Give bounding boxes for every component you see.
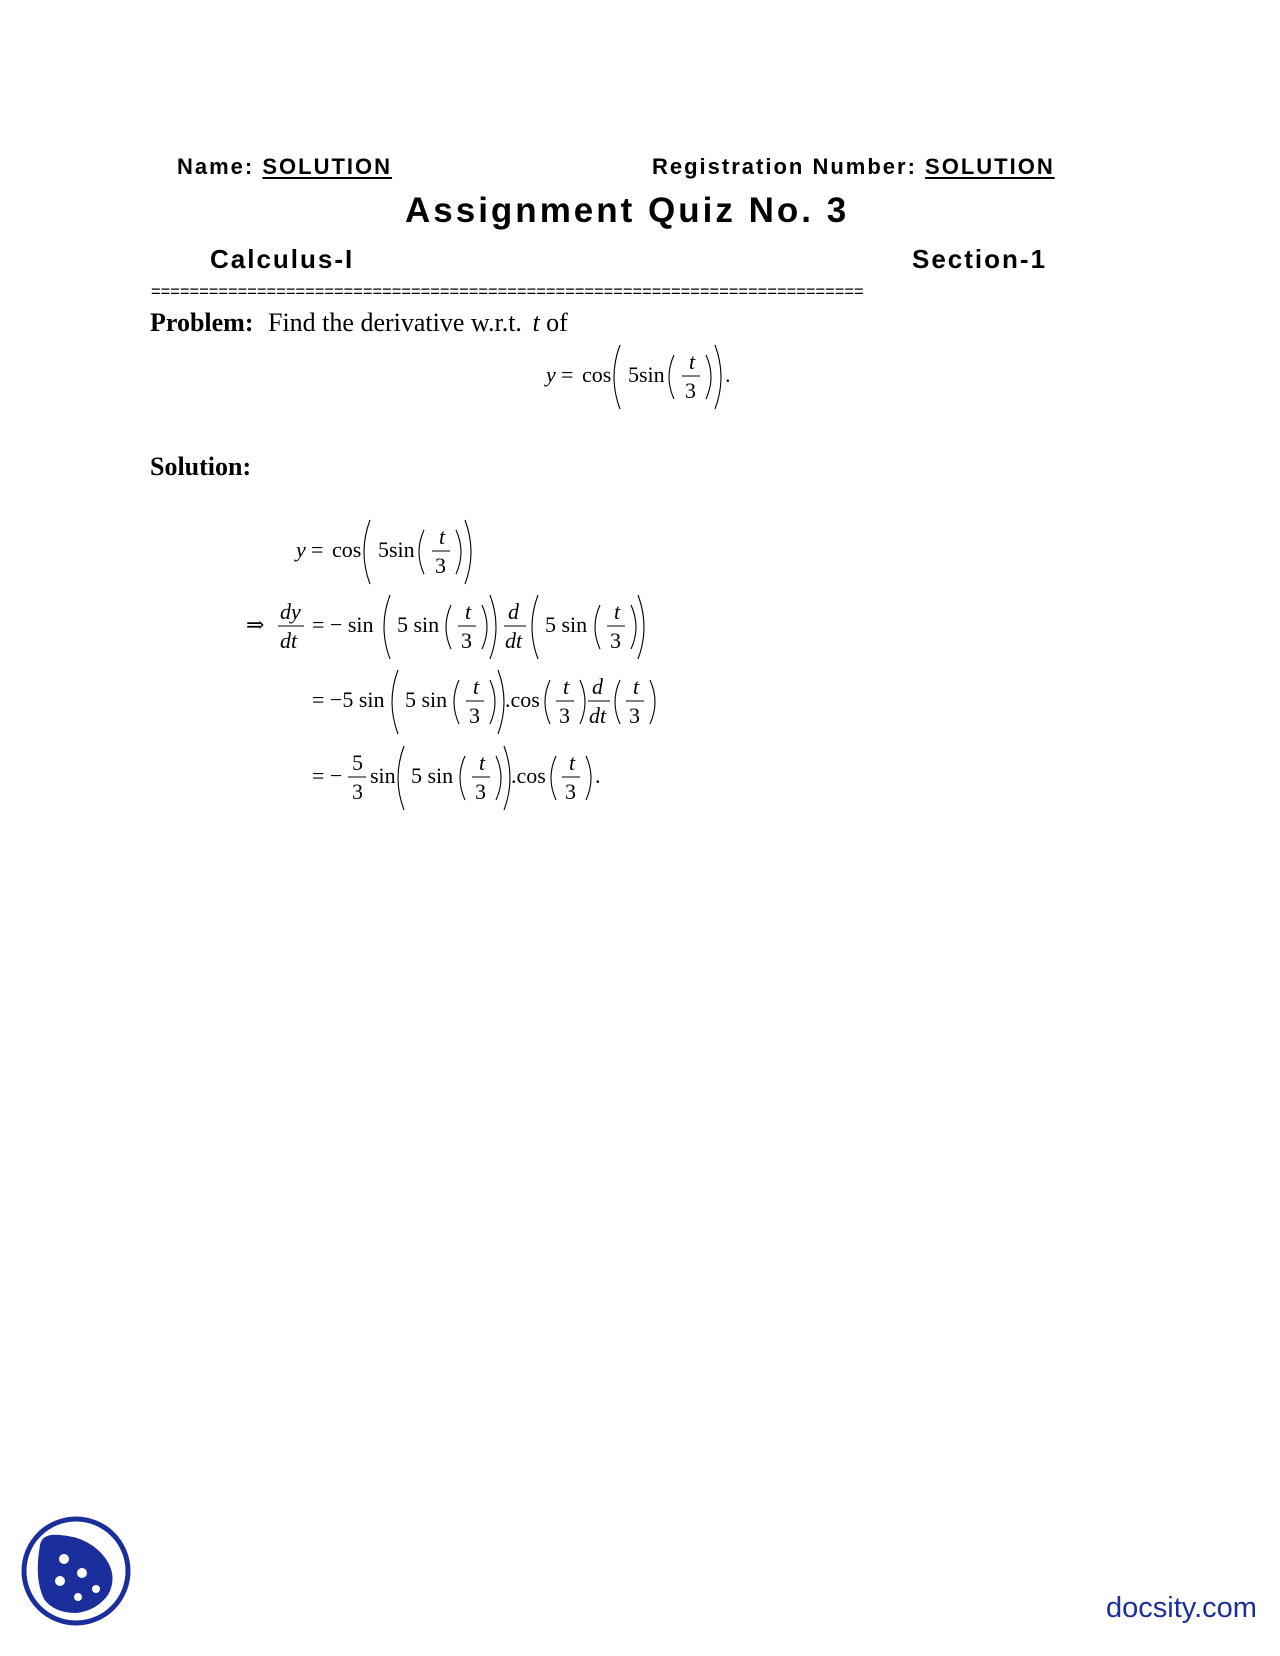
svg-text:dt: dt: [280, 628, 298, 653]
registration-label: Registration Number:: [652, 154, 917, 179]
svg-text:= −: = −: [312, 763, 343, 788]
solution-step-3: [308, 665, 658, 739]
svg-text:dt: dt: [589, 703, 607, 728]
svg-text:=: =: [311, 537, 324, 562]
svg-text:t: t: [633, 674, 640, 699]
page-title: Assignment Quiz No. 3: [405, 191, 850, 230]
registration-field: [652, 154, 1055, 180]
docsity-logo-icon[interactable]: [20, 1515, 132, 1627]
problem-of: of: [546, 308, 568, 337]
svg-text:3: 3: [475, 779, 486, 804]
svg-text:5 sin: 5 sin: [411, 763, 454, 788]
solution-step-4: [308, 741, 608, 815]
svg-text:.cos: .cos: [505, 687, 540, 712]
svg-text:t: t: [479, 750, 486, 775]
svg-text:y: y: [546, 362, 556, 387]
svg-text:5sin: 5sin: [628, 362, 665, 387]
svg-text:3: 3: [565, 779, 576, 804]
svg-text:t: t: [473, 674, 480, 699]
svg-text:3: 3: [629, 703, 640, 728]
svg-text:⇒: ⇒: [246, 612, 265, 637]
svg-text:t: t: [563, 674, 570, 699]
svg-text:d: d: [592, 674, 603, 699]
problem-equation: [540, 340, 740, 414]
name-value: SOLUTION: [262, 154, 393, 179]
svg-text:=: =: [561, 362, 574, 387]
svg-text:5: 5: [352, 750, 363, 775]
brand-link[interactable]: docsity.com: [1106, 1592, 1257, 1624]
svg-text:3: 3: [352, 779, 363, 804]
svg-text:= − sin: = − sin: [312, 612, 374, 637]
svg-text:3: 3: [685, 378, 696, 403]
solution-step-1: [290, 515, 480, 589]
svg-text:.: .: [595, 763, 601, 788]
svg-text:5 sin: 5 sin: [405, 687, 448, 712]
solution-label: Solution:: [150, 452, 252, 481]
svg-text:5 sin: 5 sin: [545, 612, 588, 637]
problem-variable: t: [532, 308, 540, 337]
svg-text:cos: cos: [332, 537, 362, 562]
svg-text:d: d: [508, 599, 519, 624]
registration-value: SOLUTION: [925, 154, 1055, 179]
svg-text:3: 3: [469, 703, 480, 728]
svg-text:= −5 sin: = −5 sin: [312, 687, 385, 712]
svg-text:t: t: [614, 599, 621, 624]
name-field: [177, 154, 392, 180]
svg-text:3: 3: [461, 628, 472, 653]
problem-text: Find the derivative w.r.t.: [268, 308, 522, 337]
svg-text:cos: cos: [582, 362, 612, 387]
section-name: Section-1: [912, 244, 1048, 274]
svg-text:t: t: [439, 524, 446, 549]
separator-line: ==========================================================================: [151, 282, 864, 301]
svg-text:.: .: [725, 362, 731, 387]
svg-text:5sin: 5sin: [378, 537, 415, 562]
svg-text:5 sin: 5 sin: [397, 612, 440, 637]
svg-text:y: y: [296, 537, 306, 562]
svg-text:dt: dt: [505, 628, 523, 653]
svg-text:dy: dy: [280, 599, 301, 624]
solution-step-2: [240, 590, 640, 664]
svg-text:3: 3: [559, 703, 570, 728]
svg-text:t: t: [569, 750, 576, 775]
svg-text:3: 3: [435, 553, 446, 578]
name-label: Name:: [177, 154, 255, 179]
course-name: Calculus-I: [210, 244, 355, 274]
problem-label: Problem:: [150, 308, 254, 337]
svg-text:3: 3: [610, 628, 621, 653]
svg-text:t: t: [689, 349, 696, 374]
svg-text:sin: sin: [370, 763, 396, 788]
svg-text:t: t: [465, 599, 472, 624]
svg-text:.cos: .cos: [511, 763, 546, 788]
problem-statement: [150, 308, 568, 338]
